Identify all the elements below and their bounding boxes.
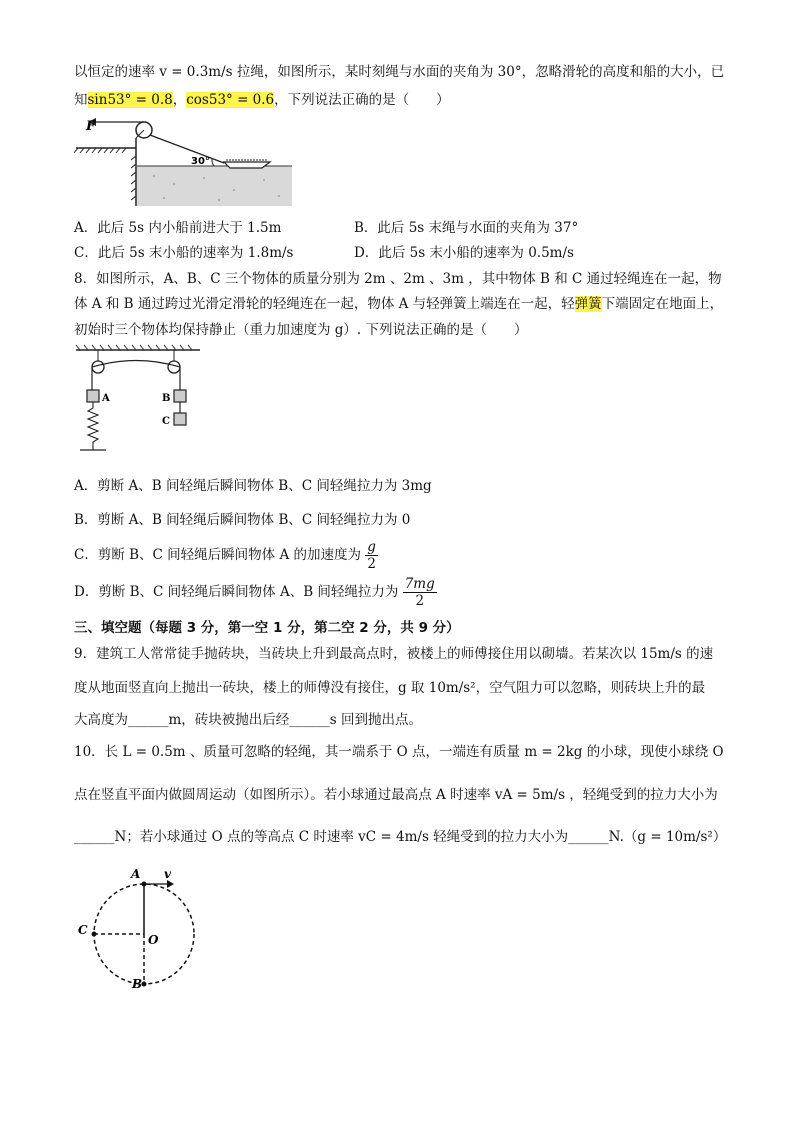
q8-line2-post: 下端固定在地面上， [601, 296, 724, 312]
q8-option-a: A．剪断 A、B 间轻绳后瞬间物体 B、C 间轻绳拉力为 3mg [74, 478, 432, 494]
q8-option-c-text: C．剪断 B、C 间轻绳后瞬间物体 A 的加速度为 [74, 547, 361, 563]
q7-line2 [74, 90, 450, 110]
q8-option-c [74, 538, 378, 572]
q10-label-b: B [132, 977, 143, 991]
q7-option-b: B．此后 5s 末绳与水面的夹角为 37° [354, 220, 579, 236]
q7-angle-label: 30° [191, 156, 210, 167]
q8-option-c-numerator: g [367, 539, 376, 555]
q8-spring-highlight: 弹簧 [574, 296, 602, 312]
q10-label-a: A [131, 867, 141, 881]
q8-option-c-fraction [365, 539, 378, 572]
q7-sin53-highlight: sin53° = 0.8 [87, 92, 173, 108]
q8-line2-pre: 体 A 和 B 通过跨过光滑定滑轮的轻绳连在一起，物体 A 与轻弹簧上端连在一起，轻 [74, 296, 575, 312]
q10-line1: 10．长 L = 0.5m 、质量可忽略的轻绳，其一端系于 O 点，一端连有质量 m = 2kg 的小球，现使小球绕 O [74, 744, 724, 760]
q10-circle-figure [74, 862, 214, 996]
q10-line3: ______N；若小球通过 O 点的等高点 C 时速率 vC = 4m/s 轻绳受到的拉力大小为______N.（g = 10m/s²） [74, 829, 727, 845]
q10-label-c: C [78, 923, 88, 937]
q7-cos53-highlight: cos53° = 0.6 [186, 92, 275, 108]
q7-line2-pre: 知 [74, 92, 88, 108]
q7-option-d: D．此后 5s 末小船的速率为 0.5m/s [354, 245, 574, 261]
q9-line2: 度从地面竖直向上抛出一砖块，楼上的师傅没有接住，g 取 10m/s²，空气阻力可以忽略，则砖块上升的最 [74, 680, 706, 696]
q8-option-d-denominator: 2 [415, 593, 425, 609]
q7-option-a: A．此后 5s 内小船前进大于 1.5m [74, 220, 282, 236]
q7-line2-sep: ， [172, 92, 187, 108]
q8-option-d-text: D．剪断 B、C 间轻绳后瞬间物体 A、B 间轻绳拉力为 [74, 584, 399, 600]
section-3-heading: 三、填空题（每题 3 分，第一空 1 分，第二空 2 分，共 9 分） [74, 620, 460, 636]
q8-line3: 初始时三个物体均保持静止（重力加速度为 g）. 下列说法正确的是（ ） [74, 322, 528, 338]
q8-label-b: B [162, 393, 171, 404]
q8-option-d [74, 575, 437, 609]
q7-line1: 以恒定的速率 v = 0.3m/s 拉绳，如图所示，某时刻绳与水面的夹角为 30°，忽略滑轮的高度和船的大小，已 [74, 64, 725, 80]
q8-line1: 8．如图所示，A、B、C 三个物体的质量分别为 2m 、2m 、3m ，其中物体 B 和 C 通过轻绳连在一起，物 [74, 271, 722, 287]
q10-label-v: v [164, 867, 171, 881]
q8-label-a: A [102, 393, 110, 404]
q7-force-label: F [86, 119, 96, 134]
q8-label-c: C [162, 416, 170, 427]
q8-option-c-denominator: 2 [367, 556, 376, 572]
q8-option-d-fraction [403, 576, 437, 609]
q7-line2-post: ，下列说法正确的是（ ） [274, 92, 450, 108]
q7-boat-figure [74, 112, 294, 207]
q8-option-b: B．剪断 A、B 间轻绳后瞬间物体 B、C 间轻绳拉力为 0 [74, 512, 411, 528]
q8-pulley-figure [74, 340, 204, 460]
q8-line2 [74, 294, 723, 314]
q9-line3: 大高度为______m，砖块被抛出后经______s 回到抛出点。 [74, 712, 423, 728]
q9-line1: 9．建筑工人常常徒手抛砖块，当砖块上升到最高点时，被楼上的师傅接住用以砌墙。若某次以 15m/s 的速 [74, 646, 714, 662]
q10-line2: 点在竖直平面内做圆周运动（如图所示）。若小球通过最高点 A 时速率 vA = 5m/s ，轻绳受到的拉力大小为 [74, 787, 718, 803]
q10-label-o: O [148, 933, 159, 947]
q8-option-d-numerator: 7mg [404, 576, 435, 592]
q7-option-c: C．此后 5s 末小船的速率为 1.8m/s [74, 245, 294, 261]
